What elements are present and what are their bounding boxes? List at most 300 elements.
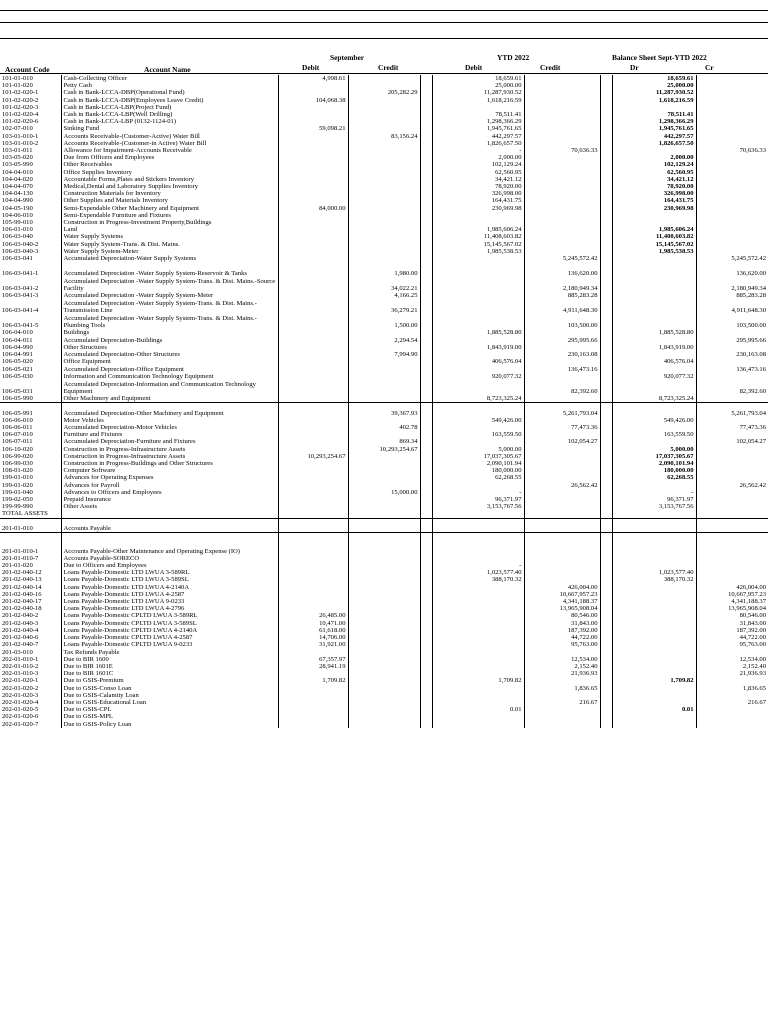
spacer [600, 358, 612, 365]
bs-cr [696, 111, 768, 118]
sep-credit [348, 605, 420, 612]
ytd-credit: 426,004.00 [524, 584, 600, 591]
spacer [420, 424, 432, 431]
spacer [420, 467, 432, 474]
account-code: 103-01-010-2 [2, 139, 39, 147]
sep-credit: 205,282.29 [348, 89, 420, 96]
table-row [0, 438, 768, 445]
table-row [0, 329, 768, 336]
sep-debit: 10,471.00 [278, 620, 348, 627]
ytd-debit: 1,618,216.59 [432, 97, 524, 104]
spacer [600, 133, 612, 140]
sep-credit [348, 104, 420, 111]
ytd-debit: 96,371.97 [432, 496, 524, 503]
ytd-credit [524, 460, 600, 467]
bs-dr: 2,000.00 [612, 154, 696, 161]
account-code: 106-04-991 [2, 351, 33, 359]
account-code: 106-05-991 [2, 409, 33, 417]
bs-cr [696, 104, 768, 111]
spacer [420, 176, 432, 183]
sep-credit [348, 460, 420, 467]
ytd-credit [524, 453, 600, 460]
account-code: 106-05-021 [2, 365, 33, 373]
account-name: Loans Payable-Domestic CPLTD LWUA 9-0233 [61, 641, 278, 648]
ytd-debit [432, 591, 524, 598]
spacer [600, 670, 612, 677]
account-code: 104-04-990 [2, 197, 33, 205]
sep-debit [278, 649, 348, 656]
spacer [420, 620, 432, 627]
ytd-credit [524, 344, 600, 351]
ytd-credit [524, 503, 600, 510]
sep-debit [278, 277, 348, 292]
ytd-debit: - [432, 147, 524, 154]
account-name: Petty Cash [61, 82, 278, 89]
ytd-credit [524, 82, 600, 89]
table-row [0, 366, 768, 373]
sep-credit [348, 525, 420, 533]
account-name: Construction in Progress-Investment Property,Buildings [61, 219, 278, 226]
bs-dr [612, 670, 696, 677]
bs-cr: 2,152.40 [696, 663, 768, 670]
spacer [420, 205, 432, 212]
account-code: 106-03-040-3 [2, 247, 39, 255]
sep-credit [348, 169, 420, 176]
table-row [0, 299, 768, 314]
table-row [0, 482, 768, 489]
bs-cr [696, 489, 768, 496]
bs-dr: 1,945,761.65 [612, 125, 696, 132]
account-name: Accumulated Depreciation -Water Supply System-Reservoir & Tanks [61, 262, 278, 277]
ytd-credit [524, 118, 600, 125]
spacer [600, 656, 612, 663]
account-code: 106-03-041-1 [2, 270, 39, 278]
bs-cr [696, 721, 768, 728]
spacer [420, 503, 432, 510]
ytd-debit: 0.01 [432, 706, 524, 713]
ytd-credit [524, 75, 600, 82]
table-row [0, 161, 768, 168]
bs-cr [696, 395, 768, 403]
bs-dr: 15,145,567.02 [612, 241, 696, 248]
top-rule [0, 10, 768, 11]
account-code: 104-04-020 [2, 175, 33, 183]
bs-dr [612, 620, 696, 627]
account-code: 106-06-010 [2, 416, 33, 424]
ytd-debit: 34,421.12 [432, 176, 524, 183]
bs-cr: 5,261,793.04 [696, 410, 768, 417]
bs-cr: 136,620.00 [696, 262, 768, 277]
spacer [420, 212, 432, 219]
table-row [0, 314, 768, 329]
table-row [0, 351, 768, 358]
ytd-credit [524, 197, 600, 204]
bs-dr [612, 562, 696, 569]
sep-debit [278, 576, 348, 583]
sep-debit [278, 292, 348, 299]
ytd-debit [432, 649, 524, 656]
sep-debit [278, 605, 348, 612]
account-name: Office Equipment [61, 358, 278, 365]
bs-dr [612, 627, 696, 634]
sep-credit [348, 692, 420, 699]
account-code: 202-01-020-6 [2, 713, 39, 721]
bs-cr [696, 75, 768, 82]
sep-debit [278, 670, 348, 677]
account-code: 201-01-020 [2, 562, 33, 570]
sep-credit [348, 591, 420, 598]
spacer [600, 482, 612, 489]
spacer [420, 482, 432, 489]
ytd-debit: 11,408,603.82 [432, 233, 524, 240]
ytd-credit: 885,283.28 [524, 292, 600, 299]
spacer [420, 555, 432, 562]
table-row [0, 176, 768, 183]
ytd-debit [432, 277, 524, 292]
bs-dr [612, 337, 696, 344]
bs-cr [696, 373, 768, 380]
spacer [420, 699, 432, 706]
sep-credit [348, 344, 420, 351]
bs-cr [696, 569, 768, 576]
ytd-debit [432, 692, 524, 699]
table-row [0, 104, 768, 111]
spacer [600, 685, 612, 692]
table-row [0, 205, 768, 212]
table-row [0, 140, 768, 147]
account-code: 202-01-010-1 [2, 655, 39, 663]
spacer [420, 496, 432, 503]
spacer [420, 656, 432, 663]
table-row [0, 410, 768, 417]
account-code: 202-01-020-5 [2, 706, 39, 714]
bs-cr: 216.67 [696, 699, 768, 706]
table-row [0, 503, 768, 510]
spacer [420, 598, 432, 605]
sep-debit [278, 380, 348, 395]
bs-cr [696, 446, 768, 453]
ytd-credit [524, 140, 600, 147]
header-ytd: YTD 2022 [497, 53, 530, 62]
ytd-credit [524, 474, 600, 481]
bs-dr: 1,843,919.00 [612, 344, 696, 351]
table-row [0, 380, 768, 395]
ytd-debit: 164,431.75 [432, 197, 524, 204]
bs-cr [696, 241, 768, 248]
spacer [600, 262, 612, 277]
account-code: 103-05-990 [2, 161, 33, 169]
spacer [420, 446, 432, 453]
top-rule-2 [0, 22, 768, 23]
header-bs-cr: Cr [705, 63, 714, 72]
ytd-debit [432, 262, 524, 277]
bs-dr: 442,297.57 [612, 133, 696, 140]
ytd-credit [524, 212, 600, 219]
sep-credit [348, 569, 420, 576]
spacer [600, 212, 612, 219]
account-code: 201-02-040-18 [2, 605, 42, 613]
ytd-debit: 15,145,567.02 [432, 241, 524, 248]
ytd-credit: 136,620.00 [524, 262, 600, 277]
sep-credit [348, 82, 420, 89]
ytd-debit [432, 212, 524, 219]
account-name: Loans Payable-Domestic LTD LWUA 3-589RL [61, 569, 278, 576]
spacer [600, 75, 612, 82]
bs-dr [612, 438, 696, 445]
account-name: Accountable Forms,Plates and Stickers Inventory [61, 176, 278, 183]
account-code: 106-03-041-5 [2, 322, 39, 330]
bs-dr [612, 598, 696, 605]
account-name: Accumulated Depreciation-Other Machinery and Equipment [61, 410, 278, 417]
table-row [0, 467, 768, 474]
bs-dr [612, 104, 696, 111]
table-row [0, 641, 768, 648]
ytd-credit [524, 417, 600, 424]
sep-debit [278, 233, 348, 240]
sep-credit: 402.78 [348, 424, 420, 431]
sep-debit: 10,293,254.67 [278, 453, 348, 460]
account-code: 106-04-990 [2, 343, 33, 351]
sep-debit [278, 351, 348, 358]
ytd-credit: 1,836.65 [524, 685, 600, 692]
ytd-credit [524, 489, 600, 496]
table-row [0, 190, 768, 197]
spacer [420, 670, 432, 677]
table-row [0, 685, 768, 692]
ytd-credit [524, 510, 600, 518]
spacer [420, 663, 432, 670]
account-code: 199-01-010 [2, 474, 33, 482]
bs-dr: 388,170.32 [612, 576, 696, 583]
account-name: Tax Refunds Payable [61, 649, 278, 656]
account-code: 202-01-010-2 [2, 662, 39, 670]
ytd-debit [432, 255, 524, 262]
account-code: 201-02-040-2 [2, 612, 39, 620]
bs-dr: 0.01 [612, 706, 696, 713]
spacer [420, 431, 432, 438]
bs-dr [612, 380, 696, 395]
sep-debit [278, 699, 348, 706]
ytd-debit: 1,023,577.40 [432, 569, 524, 576]
spacer [600, 496, 612, 503]
bs-dr: 96,371.97 [612, 496, 696, 503]
bs-dr [612, 299, 696, 314]
account-name: Due to GSIS-MPL [61, 713, 278, 720]
bs-cr: 426,004.00 [696, 584, 768, 591]
bs-dr [612, 713, 696, 720]
ytd-credit [524, 540, 600, 555]
header-sep-credit: Credit [378, 63, 399, 72]
ytd-credit [524, 176, 600, 183]
table-row [0, 89, 768, 96]
sep-credit [348, 576, 420, 583]
account-name: Accumulated Depreciation-Office Equipment [61, 366, 278, 373]
spacer [420, 706, 432, 713]
ytd-debit: 5,000.00 [432, 446, 524, 453]
spacer [600, 176, 612, 183]
table-row [0, 125, 768, 132]
ytd-credit: 187,392.00 [524, 627, 600, 634]
table-row [0, 634, 768, 641]
bs-cr: 295,995.66 [696, 337, 768, 344]
ytd-credit: 230,163.08 [524, 351, 600, 358]
account-code: 104-04-070 [2, 183, 33, 191]
account-code: 101-02-020-1 [2, 89, 39, 97]
bs-cr: 13,965,908.04 [696, 605, 768, 612]
table-row [0, 226, 768, 233]
bs-cr [696, 125, 768, 132]
table-row [0, 248, 768, 255]
ytd-debit: 1,945,761.65 [432, 125, 524, 132]
account-code: 108-01-020 [2, 467, 33, 475]
bs-dr [612, 482, 696, 489]
spacer-row [0, 403, 768, 410]
sep-credit [348, 233, 420, 240]
spacer [420, 183, 432, 190]
sep-credit [348, 97, 420, 104]
spacer [420, 161, 432, 168]
spacer [420, 351, 432, 358]
account-name: Accumulated Depreciation-Other Structures [61, 351, 278, 358]
account-code: 202-01-020-4 [2, 698, 39, 706]
table-row [0, 212, 768, 219]
sep-credit [348, 431, 420, 438]
spacer [420, 337, 432, 344]
bs-dr: 102,129.24 [612, 161, 696, 168]
spacer [420, 125, 432, 132]
spacer [600, 438, 612, 445]
ytd-credit: 13,965,908.04 [524, 605, 600, 612]
table-row [0, 358, 768, 365]
bs-dr: 18,659.61 [612, 75, 696, 82]
bs-dr [612, 540, 696, 555]
sep-debit [278, 721, 348, 728]
spacer [600, 569, 612, 576]
ytd-credit [524, 692, 600, 699]
account-code: 199-99-990 [2, 503, 33, 511]
ytd-debit: - [432, 489, 524, 496]
ytd-debit: 1,985,538.53 [432, 248, 524, 255]
bs-cr: 2,180,949.34 [696, 277, 768, 292]
ytd-debit: - [432, 562, 524, 569]
account-name: Medical,Dental and Laboratory Supplies Inventory [61, 183, 278, 190]
spacer [420, 649, 432, 656]
ytd-debit [432, 656, 524, 663]
spacer [420, 569, 432, 576]
account-name: Accumulated Depreciation-Buildings [61, 337, 278, 344]
account-name: Accumulated Depreciation -Water Supply System-Trans. & Dist. Mains.-Source Facility [61, 277, 278, 292]
spacer [420, 82, 432, 89]
ytd-credit [524, 183, 600, 190]
account-name: Due to Officers and Employees [61, 562, 278, 569]
table-row [0, 75, 768, 82]
spacer [420, 329, 432, 336]
table-row [0, 670, 768, 677]
bs-dr [612, 212, 696, 219]
ytd-debit [432, 104, 524, 111]
spacer [600, 351, 612, 358]
sep-debit [278, 248, 348, 255]
sep-credit: 1,980.00 [348, 262, 420, 277]
bs-cr: 187,392.00 [696, 627, 768, 634]
account-code: 201-01-010-1 [2, 547, 39, 555]
spacer [600, 255, 612, 262]
ytd-credit [524, 358, 600, 365]
sep-debit: 59,098.21 [278, 125, 348, 132]
spacer [420, 314, 432, 329]
bs-dr: 1,885,528.80 [612, 329, 696, 336]
ytd-debit [432, 641, 524, 648]
ytd-debit [432, 410, 524, 417]
sep-debit: 14,706.00 [278, 634, 348, 641]
account-code: 106-03-040 [2, 233, 33, 241]
ytd-credit [524, 133, 600, 140]
spacer [600, 292, 612, 299]
sep-debit [278, 424, 348, 431]
sep-credit: 34,022.21 [348, 277, 420, 292]
spacer [600, 503, 612, 510]
bs-dr: 78,511.41 [612, 111, 696, 118]
sep-credit [348, 373, 420, 380]
bs-dr: 1,709.82 [612, 677, 696, 684]
bs-dr: 11,287,930.52 [612, 89, 696, 96]
account-code: 106-04-010 [2, 329, 33, 337]
account-name: Accounts Payable-Other Maintenance and Operating Expense (IO) [61, 540, 278, 555]
ytd-debit: 25,000.00 [432, 82, 524, 89]
sep-credit [348, 358, 420, 365]
bs-cr [696, 576, 768, 583]
sep-debit [278, 395, 348, 403]
spacer [420, 299, 432, 314]
ytd-debit: 549,426.00 [432, 417, 524, 424]
table-row [0, 262, 768, 277]
table-row [0, 540, 768, 555]
spacer [600, 649, 612, 656]
spacer [600, 205, 612, 212]
sep-credit [348, 380, 420, 395]
account-name: Loans Payable-Domestic CPLTD LWUA 3-589SL [61, 620, 278, 627]
account-name: Semi-Expendable Furniture and Fixtures [61, 212, 278, 219]
bs-dr [612, 424, 696, 431]
sep-debit [278, 82, 348, 89]
account-code: 106-99-020 [2, 452, 33, 460]
bs-cr [696, 706, 768, 713]
ytd-debit [432, 584, 524, 591]
account-code: 201-02-040-12 [2, 569, 42, 577]
table-row [0, 663, 768, 670]
spacer [600, 510, 612, 518]
bs-cr [696, 226, 768, 233]
spacer [600, 627, 612, 634]
bs-dr: 164,431.75 [612, 197, 696, 204]
ytd-debit: 18,659.61 [432, 75, 524, 82]
account-code: 202-01-010-3 [2, 670, 39, 678]
table-row [0, 562, 768, 569]
spacer [600, 337, 612, 344]
table-row [0, 453, 768, 460]
spacer [600, 197, 612, 204]
bs-dr [612, 612, 696, 619]
bs-cr [696, 540, 768, 555]
sep-debit [278, 337, 348, 344]
bs-cr [696, 329, 768, 336]
account-code: 201-03-010 [2, 648, 33, 656]
spacer [420, 591, 432, 598]
ytd-credit: 102,054.27 [524, 438, 600, 445]
table-row [0, 598, 768, 605]
account-code: 201-02-040-3 [2, 619, 39, 627]
ytd-credit: 4,341,188.37 [524, 598, 600, 605]
